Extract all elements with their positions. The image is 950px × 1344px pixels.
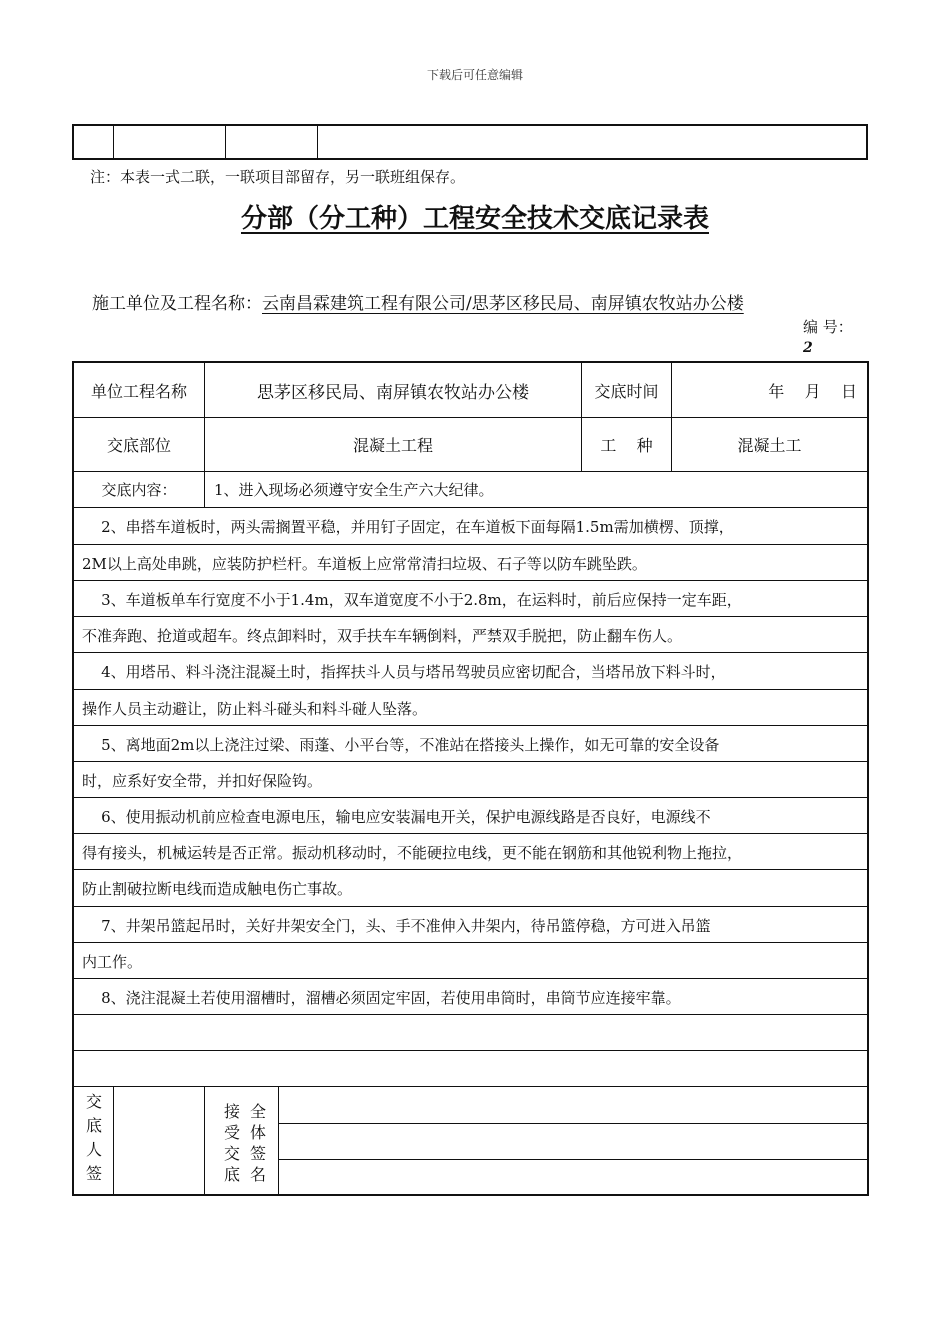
time-label: 交底时间: [594, 381, 659, 401]
table-footnote: 注：本表一式二联，一联项目部留存，另一联班组保存。: [90, 168, 466, 186]
row-line: [74, 869, 867, 870]
table-divider: [225, 126, 226, 158]
page-header-note: 下载后可任意编辑: [426, 68, 523, 82]
col-line: [278, 1086, 279, 1194]
content-line: 8、浇注混凝土若使用溜槽时，溜槽必须固定牢固，若使用串筒时，串筒节应连接牢靠。: [82, 989, 681, 1007]
content-line: 得有接头，机械运转是否正常。振动机移动时，不能硬拉电线，更不能在钢筋和其他锐利物上拖拉，: [82, 844, 743, 862]
content-line: 5、离地面2m以上浇注过梁、雨蓬、小平台等，不准站在搭接头上操作，如无可靠的安全设备: [82, 736, 720, 754]
receiver-label-col1: 接 受 交 底: [223, 1102, 240, 1184]
number-label: 编 号：: [803, 318, 853, 336]
row-line: [74, 689, 867, 690]
row-line: [74, 942, 867, 943]
content-line: 6、使用振动机前应检查电源电压，输电应安装漏电开关，保护电源线路是否良好，电源线不: [82, 808, 711, 826]
content-line: 3、车道板单车行宽度不小于1.4m，双车道宽度不小于2.8m，在运料时，前后应保持一定车距，: [82, 591, 742, 609]
content-line: 4、用塔吊、料斗浇注混凝土时，指挥扶斗人员与塔吊驾驶员应密切配合，当塔吊放下料斗时，: [82, 663, 726, 681]
row-line: [74, 1014, 867, 1015]
row-line: [74, 1050, 867, 1051]
content-line: 7、井架吊篮起吊时，关好井架安全门，头、手不准伸入井架内，待吊篮停稳，方可进入吊篮: [82, 917, 711, 935]
row-line: [74, 652, 867, 653]
content-line: 时，应系好安全带，并扣好保险钩。: [82, 772, 323, 790]
row-line: [74, 833, 867, 834]
table-divider: [113, 126, 114, 158]
table-divider: [317, 126, 318, 158]
project-name-value: 思茅区移民局、南屏镇农牧站办公楼: [257, 382, 529, 403]
row-line: [74, 1086, 867, 1087]
trade-label: 工 种: [600, 436, 653, 455]
unit-value: 云南昌霖建筑工程有限公司/思茅区移民局、南屏镇农牧站办公楼: [262, 294, 744, 314]
row-line: [74, 906, 867, 907]
unit-and-project: [92, 289, 744, 314]
content-line: 2、串搭车道板时，两头需搁置平稳，并用钉子固定，在车道板下面每隔1.5m需加横楞、顶撑，: [82, 518, 734, 536]
signature-line: [278, 1123, 867, 1124]
time-value: 年 月 日: [768, 381, 857, 401]
giver-signature-label: 交 底 人 签: [85, 1092, 102, 1183]
receiver-label-col2: 全 体 签 名: [249, 1102, 266, 1184]
content-line: 操作人员主动避让，防止料斗碰头和料斗碰人坠落。: [82, 700, 428, 718]
part-label: 交底部位: [106, 436, 171, 455]
row-line: [74, 978, 867, 979]
row-line: [74, 797, 867, 798]
row-line: [74, 507, 867, 508]
content-line: 2M以上高处串跳，应装防护栏杆。车道板上应常常清扫垃圾、石子等以防车跳坠跌。: [82, 555, 647, 573]
project-name-label: 单位工程名称: [90, 381, 187, 401]
page-title: 分部（分工种）工程安全技术交底记录表: [240, 204, 709, 234]
col-line: [113, 1086, 114, 1194]
disclosure-record-table: [72, 361, 869, 1196]
row-line: [74, 616, 867, 617]
col-line: [204, 1086, 205, 1194]
signature-line: [278, 1159, 867, 1160]
top-table-fragment: [72, 124, 868, 160]
part-value: 混凝土工程: [352, 436, 433, 455]
row-line: [74, 580, 867, 581]
content-line: 内工作。: [82, 953, 143, 971]
row-line: [74, 725, 867, 726]
trade-value: 混凝土工: [737, 436, 802, 455]
row-line: [74, 761, 867, 762]
unit-label: 施工单位及工程名称：: [92, 294, 262, 314]
content-item: 1、进入现场必须遵守安全生产六大纪律。: [214, 481, 494, 499]
row-line: [74, 544, 867, 545]
content-line: 防止割破拉断电线而造成触电伤亡事故。: [82, 880, 353, 898]
content-line: 不准奔跑、抢道或超车。终点卸料时，双手扶车车辆倒料，严禁双手脱把，防止翻车伤人。: [82, 627, 683, 645]
number-value: 2: [803, 340, 813, 356]
col-line: [204, 471, 205, 507]
content-label: 交底内容：: [101, 481, 177, 499]
